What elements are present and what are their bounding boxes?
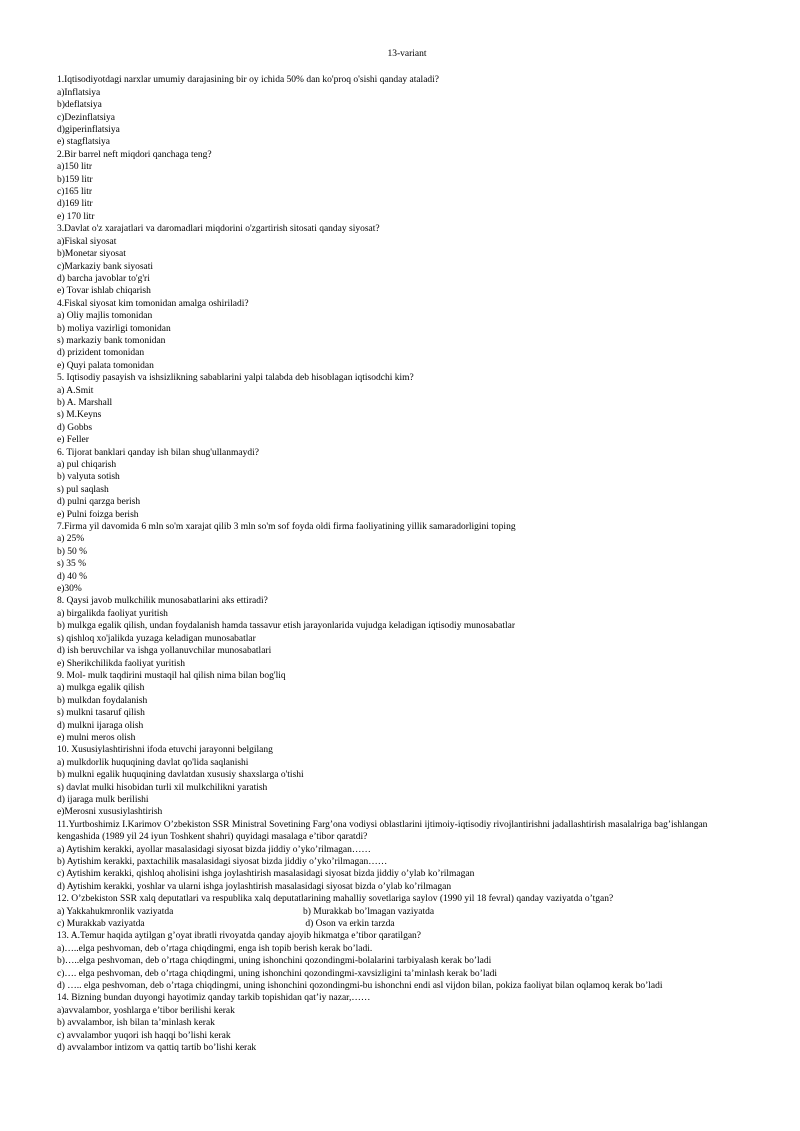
- text-line: c)Markaziy bank siyosati: [57, 261, 154, 272]
- text-line: s) qishloq xo'jalikda yuzaga keladigan munosabatlar: [57, 633, 256, 644]
- text-line: 9. Mol- mulk taqdirini mustaqil hal qilish nima bilan bog'liq: [57, 670, 286, 681]
- answer-option: a) Aytishim kerakki, ayollar masalasidagi siyosat bizda jiddiy o’yko’rilmagan……: [57, 844, 371, 855]
- text-line: 1.Iqtisodiyotdagi narxlar umumiy darajasining bir oy ichida 50% dan ko'proq o'sishi qanday ataladi?: [57, 75, 440, 86]
- text-line: e) Pulni foizga berish: [57, 509, 139, 520]
- text-line: b) A. Marshall: [57, 397, 113, 408]
- text-line: a)150 litr: [57, 162, 93, 173]
- answer-option: a)avvalambor, yoshlarga e’tibor berilishi kerak: [57, 1005, 235, 1016]
- text-line: d)169 litr: [57, 199, 93, 210]
- answer-option: d) Aytishim kerakki, yoshlar va ularni ishga joylashtirish masalasidagi siyosat bizda o’ylab ko’rilmagan: [57, 881, 452, 892]
- answer-option: d) ….. elga peshvoman, deb o’rtaga chiqdingmi, uning ishonchini qozondingmi-bu ishonchni endi asl vijdon bilan, pokiza faoliyat bilan oqlamoq kerak bo’ladi: [57, 981, 663, 992]
- question-12: [57, 893, 757, 930]
- text-line: e)Merosni xususiylashtirish: [57, 807, 163, 818]
- text-line: e)30%: [57, 584, 82, 595]
- text-line: 4.Fiskal siyosat kim tomonidan amalga oshiriladi?: [57, 298, 249, 309]
- text-line: d) Gobbs: [57, 422, 93, 433]
- text-line: 8. Qaysi javob mulkchilik munosabatlarini aks ettiradi?: [57, 596, 268, 607]
- text-line: b) mulkga egalik qilish, undan foydalanish hamda tassavur etish jarayonlarida vujudga keladigan iqtisodiy munosabatlar: [57, 621, 515, 632]
- text-line: b)Monetar siyosat: [57, 249, 126, 260]
- text-line: 3.Davlat o'z xarajatlari va daromadlari miqdorini o'zgartirish sitosati qanday siyosat?: [57, 224, 380, 235]
- text-line: s) pul saqlash: [57, 484, 109, 495]
- text-line: b)159 litr: [57, 174, 93, 185]
- text-line: 5. Iqtisodiy pasayish va ishsizlikning sabablarini yalpi talabda deb hisoblagan iqtisodchi kim?: [57, 373, 414, 384]
- text-line: a) 25%: [57, 534, 85, 545]
- text-line: a)Fiskal siyosat: [57, 236, 117, 247]
- text-line: a)Inflatsiya: [57, 87, 101, 98]
- text-line: c)165 litr: [57, 187, 93, 198]
- document-page: [57, 48, 757, 1055]
- answer-option-b: b) Murakkab bo’lmagan vaziyatda: [303, 906, 435, 917]
- question-text: 14. Bizning bundan duyongi hayotimiz qanday tarkib topishidan qat’iy nazar,……: [57, 993, 371, 1004]
- text-line: b) mulkdan foydalanish: [57, 695, 148, 706]
- answer-option: c)…. elga peshvoman, deb o’rtaga chiqdingmi, uning ishonchini qozondingmi-xavsizligini ta’minlash kerak bo’ladi: [57, 968, 498, 979]
- text-line: d) ish beruvchilar va ishga yollanuvchilar munosabatlari: [57, 646, 272, 657]
- answer-option-a: a) Yakkahukmronlik vaziyatda: [57, 906, 174, 917]
- text-line: e) mulni meros olish: [57, 732, 136, 743]
- answer-option: a)…..elga peshvoman, deb o’rtaga chiqdingmi, enga ish topib berish kerak bo’ladi.: [57, 943, 373, 954]
- text-line: 7.Firma yil davomida 6 mln so'm xarajat qilib 3 mln so'm sof foyda oldi firma faoliyatining yillik samaradorligini toping: [57, 522, 516, 533]
- question-text: 12. O’zbekiston SSR xalq deputatlari va respublika xalq deputatlarining mahalliy sovetlariga saylov (1990 yil 18 fevral) qanday vaziyatda o’tgan?: [57, 894, 614, 905]
- text-line: a) mulkdorlik huquqining davlat qo'lida saqlanishi: [57, 757, 249, 768]
- text-line: a) pul chiqarish: [57, 460, 117, 470]
- text-line: a) birgalikda faoliyat yuritish: [57, 608, 168, 619]
- questions-1-to-10: [57, 74, 757, 818]
- text-line: d) ijaraga mulk berilishi: [57, 794, 149, 805]
- answer-row: [57, 918, 757, 930]
- text-line: d) mulkni ijaraga olish: [57, 720, 144, 731]
- question-11: [57, 819, 757, 893]
- text-line: 6. Tijorat banklari qanday ish bilan shug'ullanmaydi?: [57, 447, 259, 458]
- answer-option-d: d) Oson va erkin tarzda: [303, 919, 395, 930]
- question-text: 13. A.Temur haqida aytilgan g’oyat ibratli rivoyatda qanday ajoyib hikmatga e’tibor qaratilgan?: [57, 931, 422, 942]
- text-line: s) M.Keyns: [57, 410, 102, 421]
- text-line: a) A.Smit: [57, 385, 94, 396]
- answer-option-c: c) Murakkab vaziyatda: [57, 919, 145, 930]
- text-line: s) mulkni tasaruf qilish: [57, 708, 145, 719]
- text-line: b) 50 %: [57, 546, 88, 557]
- text-line: s) davlat mulki hisobidan turli xil mulkchilikni yaratish: [57, 782, 268, 793]
- question-13: [57, 930, 757, 992]
- text-line: 10. Xususiylashtirishni ifoda etuvchi jarayonni belgilang: [57, 745, 273, 756]
- text-line: e) Quyi palata tomonidan: [57, 360, 154, 371]
- text-line: e) Feller: [57, 435, 89, 446]
- text-line: s) 35 %: [57, 559, 87, 570]
- text-line: c)Dezinflatsiya: [57, 112, 116, 123]
- text-line: b) valyuta sotish: [57, 472, 120, 483]
- text-line: b)deflatsiya: [57, 100, 102, 111]
- text-line: d) prizident tomonidan: [57, 348, 145, 359]
- text-line: e) Tovar ishlab chiqarish: [57, 286, 151, 297]
- answer-option: c) avvalambor yuqori ish haqqi bo’lishi kerak: [57, 1030, 231, 1041]
- answer-option: b) avvalambor, ish bilan ta’minlash kerak: [57, 1018, 215, 1029]
- text-line: d) barcha javoblar to'g'ri: [57, 273, 150, 284]
- text-line: 2.Bir barrel neft miqdori qanchaga teng?: [57, 149, 212, 160]
- text-line: e) Sherikchilikda faoliyat yuritish: [57, 658, 185, 669]
- document-title: 13-variant: [387, 49, 427, 59]
- text-line: b) moliya vazirligi tomonidan: [57, 323, 171, 334]
- question-14: [57, 992, 757, 1054]
- text-line: d) 40 %: [57, 571, 88, 582]
- text-line: b) mulkni egalik huquqining davlatdan xususiy shaxslarga o'tishi: [57, 770, 304, 781]
- text-line: e) stagflatsiya: [57, 137, 111, 148]
- text-line: d) pulni qarzga berish: [57, 497, 141, 508]
- answer-row: [57, 906, 757, 918]
- answer-option: b) Aytishim kerakki, paxtachilik masalasidagi siyosat bizda jiddiy o’yko’rilmagan……: [57, 857, 388, 867]
- question-text: 11.Yurtboshimiz I.Karimov O’zbekiston SSR Ministral Sovetining Farg’ona vodiysi oblastlarini ijtimoiy-iqtisodiy rivojlantirishni jadallashtirish masalalriga bag’ishlangan kengashida (1989 yil 24 iyun Toshkent shahri) quyidagi masalaga e’tibor qaratdi?: [57, 819, 708, 843]
- text-line: a) mulkga egalik qilish: [57, 683, 145, 694]
- answer-option: c) Aytishim kerakki, qishloq aholisini ishga joylashtirish masalasidagi siyosat bizda jiddiy o’ylab ko’rilmagan: [57, 869, 475, 880]
- answer-option: d) avvalambor intizom va qattiq tartib bo’lishi kerak: [57, 1043, 257, 1054]
- text-line: a) Oliy majlis tomonidan: [57, 311, 153, 322]
- text-line: e) 170 litr: [57, 211, 95, 222]
- answer-option: b)…..elga peshvoman, deb o’rtaga chiqdingmi, uning ishonchini qozondingmi-bolalarini tarbiyalash kerak bo’ladi: [57, 956, 492, 967]
- text-line: s) markaziy bank tomonidan: [57, 335, 166, 346]
- text-line: d)giperinflatsiya: [57, 125, 120, 136]
